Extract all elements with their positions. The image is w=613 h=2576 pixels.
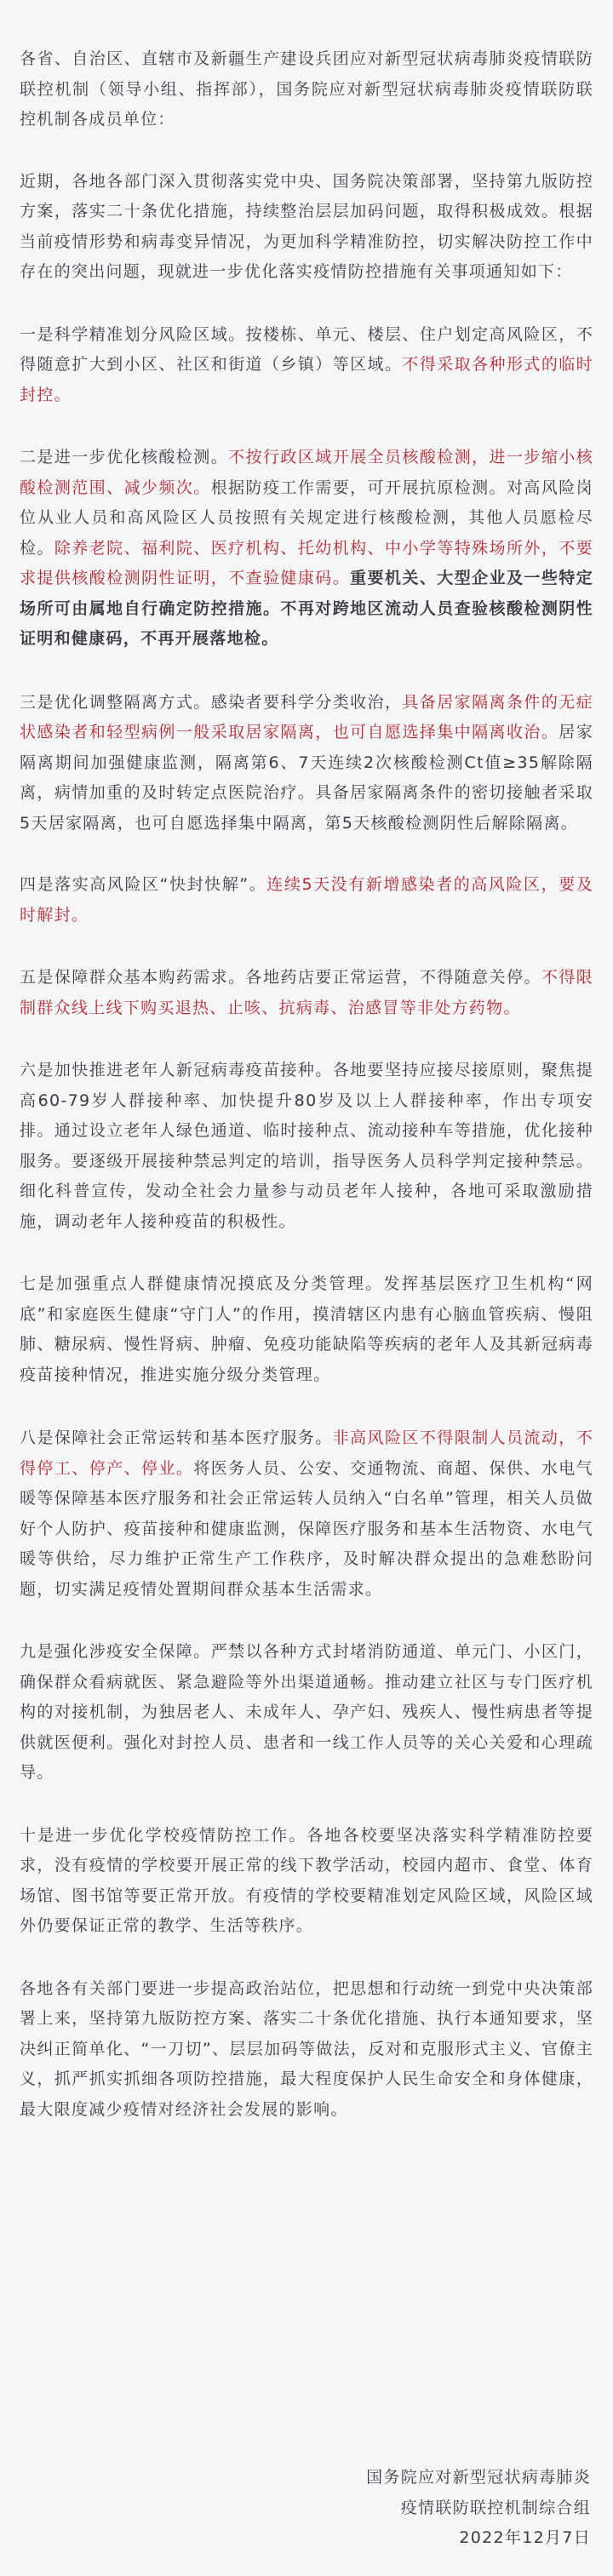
body-text: 各地各有关部门要进一步提高政治站位，把思想和行动统一到党中央决策部署上来，坚持第九版防控方案、落实二十条优化措施、执行本通知要求，坚决纠正简单化、“一刀切”、层层加码等做法，反对和克服形式主义、官僚主义，抓严抓实抓细各项防控措施，最大程度保护人民生命安全和身体健康，最大限度减少疫情对经济社会发展的影响。 <box>20 1978 593 2119</box>
body-text: 三是优化调整隔离方式。感染者要科学分类收治， <box>20 692 403 712</box>
paragraph-item-10 <box>20 1821 593 1942</box>
body-text: 根据防疫工作需要，可开展抗原检测。对高风险岗位从业人员和高风险区人员按照有关规定进行核酸检测，其他人员愿检尽检。 <box>20 478 593 558</box>
paragraph-item-6 <box>20 1056 593 1237</box>
body-text: 四是落实高风险区“快封快解”。 <box>20 875 267 894</box>
body-text: 七是加强重点人群健康情况摸底及分类管理。发挥基层医疗卫生机构“网底”和家庭医生健康“守门人”的作用，摸清辖区内患有心脑血管疾病、慢阻肺、糖尿病、慢性肾病、肿瘤、免疫功能缺陷等疾病的老年人及其新冠病毒疫苗接种情况，推进实施分级分类管理。 <box>20 1274 593 1384</box>
paragraph-item-3 <box>20 688 593 839</box>
paragraph-closing <box>20 1974 593 2126</box>
paragraph-item-1 <box>20 320 593 411</box>
body-text: 九是强化涉疫安全保障。严禁以各种方式封堵消防通道、单元门、小区门，确保群众看病就医、紧急避险等外出渠道通畅。推动建立社区与专门医疗机构的对接机制，为独居老人、未成年人、孕产妇、残疾人、慢性病患者等提供就医便利。强化对封控人员、患者和一线工作人员等的关心关爱和心理疏导。 <box>20 1642 593 1782</box>
body-text: 二是进一步优化核酸检测。 <box>20 448 229 467</box>
paragraph-item-5 <box>20 963 593 1023</box>
body-text: 一是科学精准划分风险区域。按楼栋、单元、楼层、住户划定高风险区，不得随意扩大到小区、社区和街道（乡镇）等区域。 <box>20 324 593 374</box>
notice-body <box>20 167 593 2126</box>
paragraph-item-7 <box>20 1269 593 1390</box>
addressee-paragraph: 各省、自治区、直辖市及新疆生产建设兵团应对新型冠状病毒肺炎疫情联防联控机制（领导小组、指挥部），国务院应对新型冠状病毒肺炎疫情联防联控机制各成员单位： <box>20 49 593 129</box>
body-text: 八是保障社会正常运转和基本医疗服务。 <box>20 1428 333 1447</box>
issue-date: 2022年12月7日 <box>459 2528 591 2547</box>
highlighted-text: 具备居家隔离条件的无症状感染者和轻型病例一般采取居家隔离，也可自愿选择集中隔离收治。 <box>20 692 593 741</box>
body-text: 十是进一步优化学校疫情防控工作。各地各校要坚决落实科学精准防控要求，没有疫情的学校要开展正常的线下教学活动，校园内超市、食堂、体育场馆、图书馆等要正常开放。有疫情的学校要精准划定风险区域，风险区域外仍要保证正常的教学、生活等秩序。 <box>20 1825 593 1935</box>
paragraph-item-4 <box>20 870 593 930</box>
body-text: 将医务人员、公安、交通物流、商超、保供、水电气暖等保障基本医疗服务和社会正常运转人员纳入“白名单”管理，相关人员做好个人防护、疫苗接种和健康监测，保障医疗服务和基本生活物资、水电气暖等供给，尽力维护正常生产工作秩序，及时解决群众提出的急难愁盼问题，切实满足疫情处置期间群众基本生活需求。 <box>20 1458 593 1599</box>
paragraph-item-8 <box>20 1423 593 1605</box>
bold-text: 重要机关、大型企业及一些特定场所可由属地自行确定防控措施。不再对跨地区流动人员查验核酸检测阴性证明和健康码，不再开展落地检。 <box>20 569 594 648</box>
highlighted-text: 不得采取各种形式的临时封控。 <box>20 355 593 404</box>
highlighted-text: 不得限制群众线上线下购买退热、止咳、抗病毒、治感冒等非处方药物。 <box>20 968 593 1017</box>
paragraph-item-9 <box>20 1637 593 1789</box>
body-text: 近期，各地各部门深入贯彻落实党中央、国务院决策部署，坚持第九版防控方案，落实二十条优化措施，持续整治层层加码问题，取得积极成效。根据当前疫情形势和病毒变异情况，为更加科学精准防控，切实解决防控工作中存在的突出问题，现就进一步优化落实疫情防控措施有关事项通知如下： <box>20 171 593 281</box>
highlighted-text: 非高风险区不得限制人员流动，不得停工、停产、停业。 <box>20 1428 593 1478</box>
paragraph-item-2 <box>20 443 593 655</box>
highlighted-text: 不按行政区域开展全员核酸检测，进一步缩小核酸检测范围、减少频次。 <box>20 448 593 497</box>
body-text: 五是保障群众基本购药需求。各地药店要正常运营，不得随意关停。 <box>20 968 541 987</box>
paragraph-intro <box>20 167 593 288</box>
issuer-line-1: 国务院应对新型冠状病毒肺炎 <box>366 2468 591 2487</box>
highlighted-text: 连续5天没有新增感染者的高风险区，要及时解封。 <box>20 875 594 924</box>
highlighted-text: 除养老院、福利院、医疗机构、托幼机构、中小学等特殊场所外，不要求提供核酸检测阴性证明，不查验健康码。 <box>20 538 593 587</box>
signature-block <box>366 2463 591 2554</box>
issuer-line-2: 疫情联防联控机制综合组 <box>400 2498 591 2517</box>
body-text: 六是加快推进老年人新冠病毒疫苗接种。各地要坚持应接尽接原则，聚焦提高60-79岁人群接种率、加快提升80岁及以上人群接种率，作出专项安排。通过设立老年人绿色通道、临时接种点、流动接种车等措施，优化接种服务。要逐级开展接种禁忌判定的培训，指导医务人员科学判定接种禁忌。细化科普宣传，发动全社会力量参与动员老年人接种，各地可采取激励措施，调动老年人接种疫苗的积极性。 <box>20 1061 593 1231</box>
body-text: 居家隔离期间加强健康监测，隔离第6、7天连续2次核酸检测Ct值≥35解除隔离，病情加重的及时转定点医院治疗。具备居家隔离条件的密切接触者采取5天居家隔离，也可自愿选择集中隔离，第5天核酸检测阴性后解除隔离。 <box>20 723 593 833</box>
